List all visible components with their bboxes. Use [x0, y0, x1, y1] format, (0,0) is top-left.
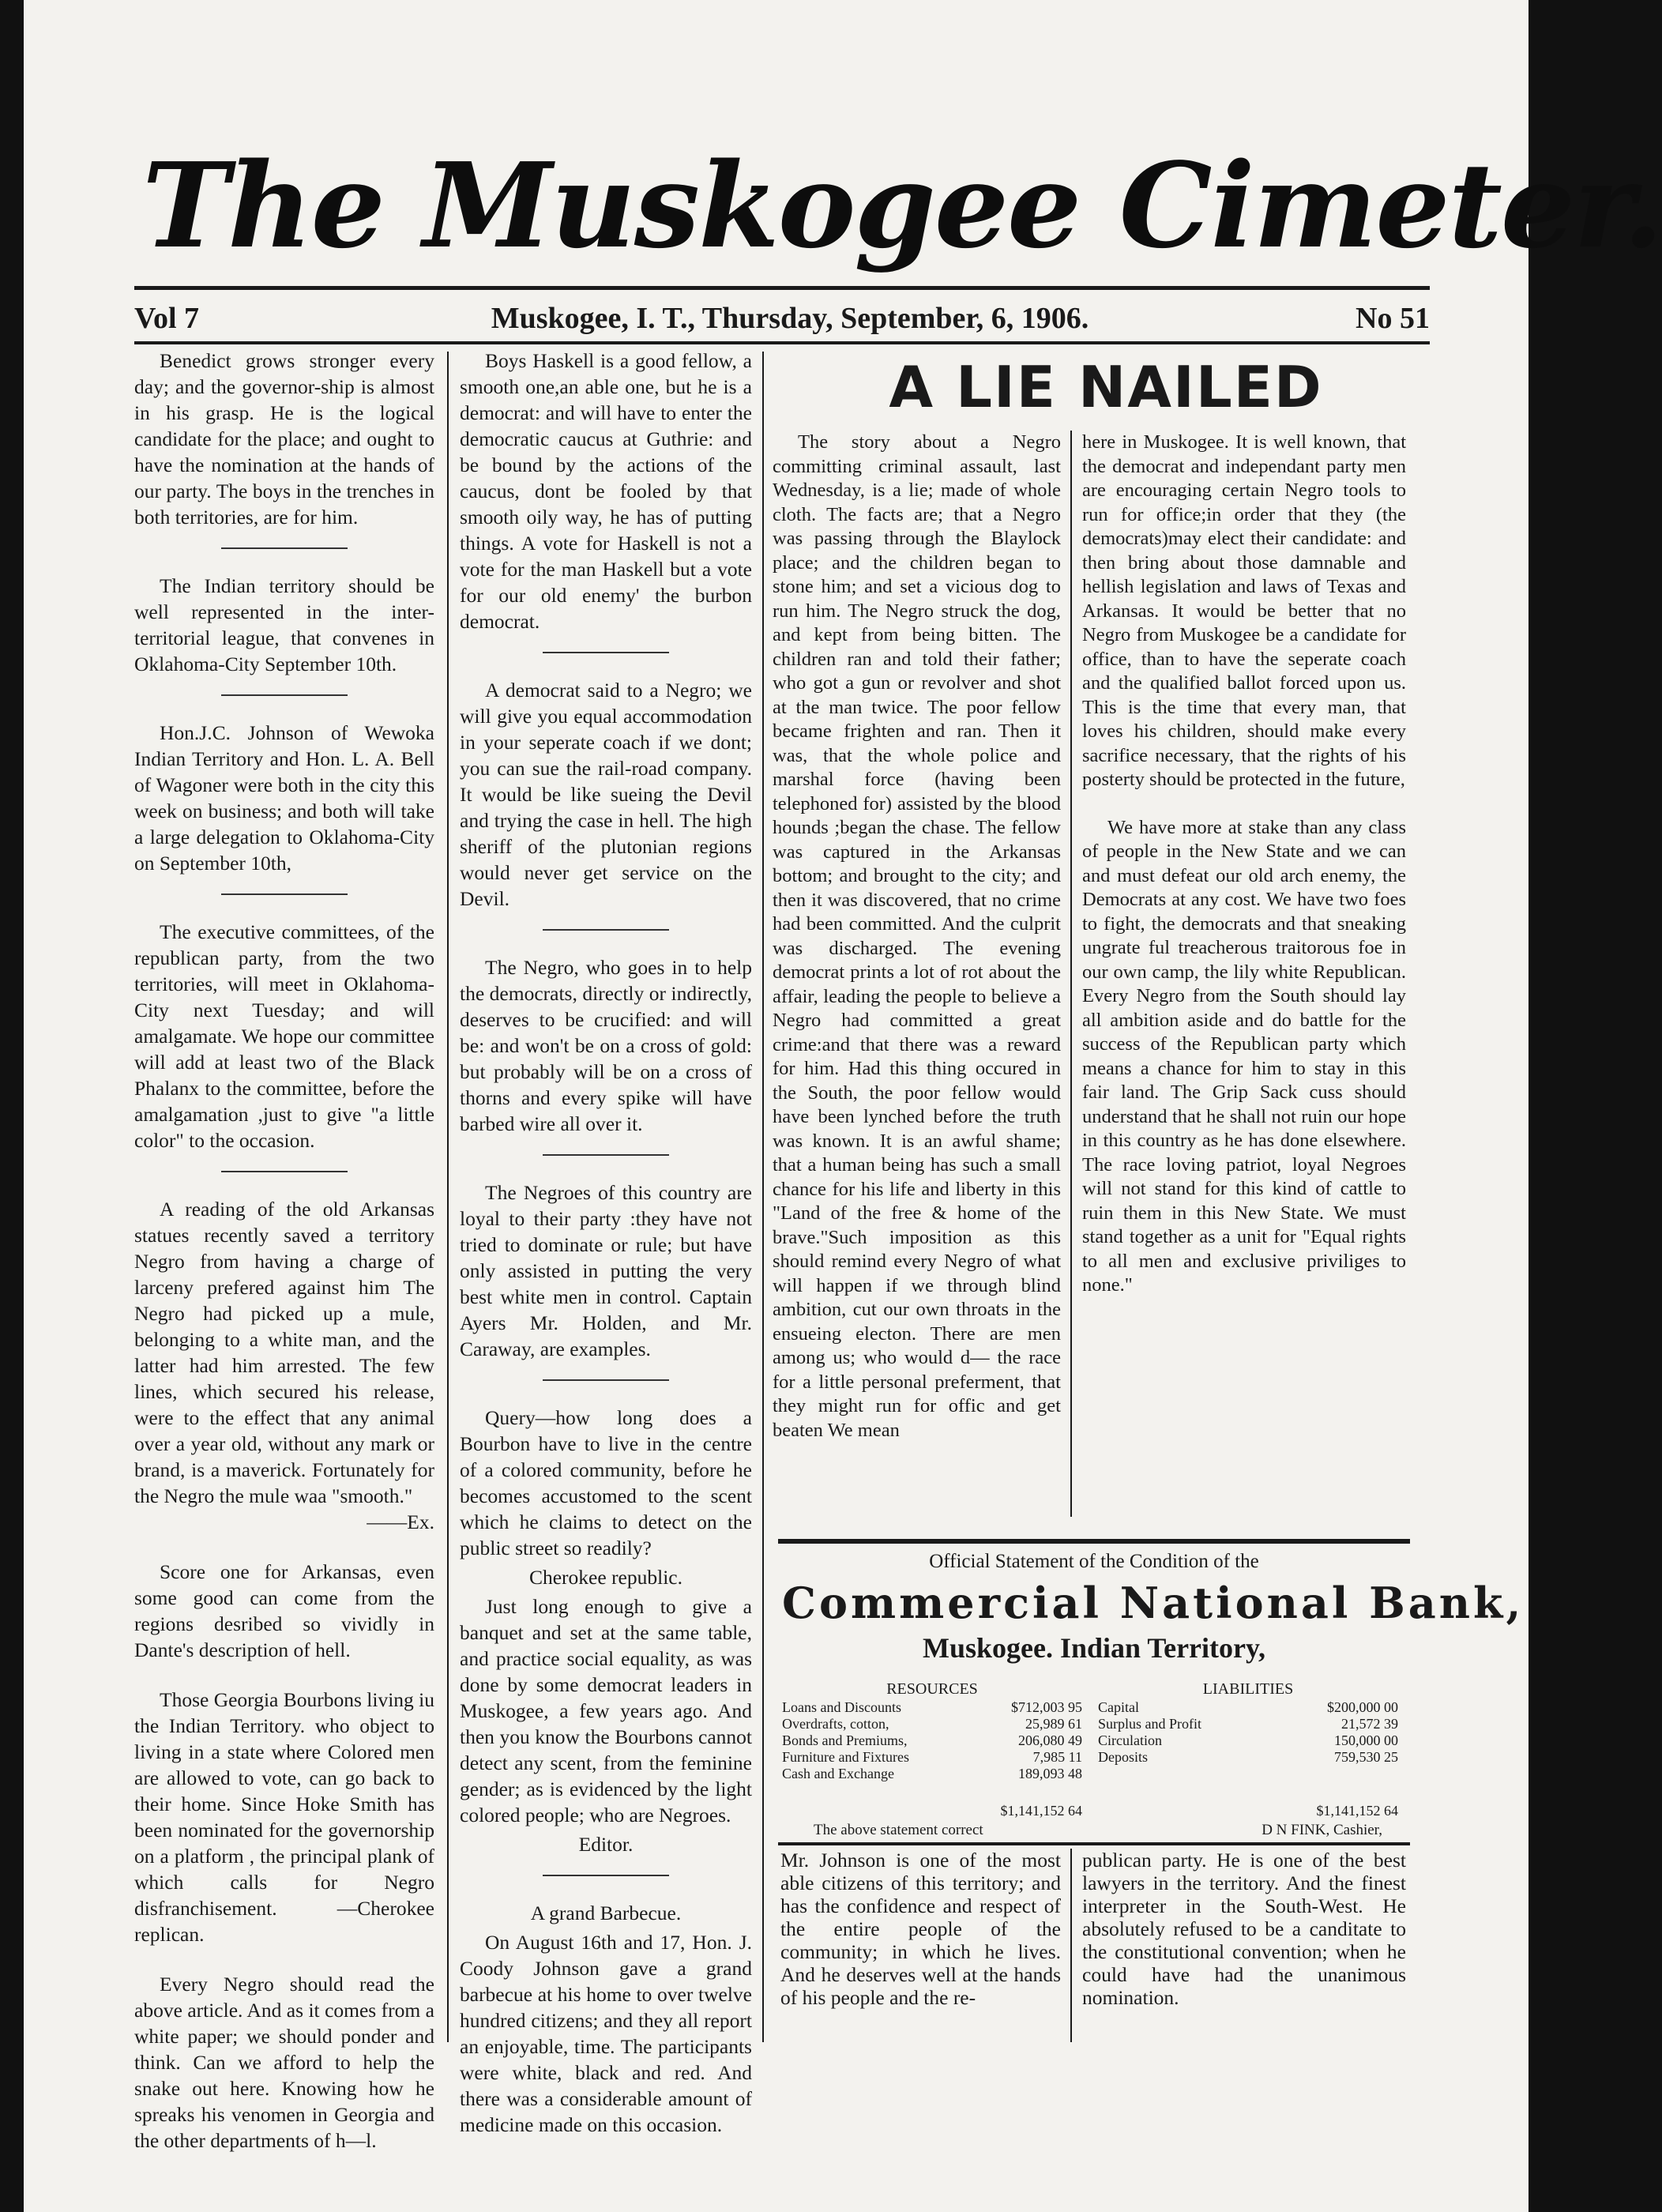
- column-2: [460, 348, 752, 2136]
- article-indian-territory: The Indian territory should be well represented in the inter-territorial league, that convenes in Oklahoma-City September 10th.: [134, 574, 434, 675]
- divider: [543, 929, 669, 931]
- article-text: here in Muskogee. It is well known, that the democrat and independant party men are encouraging certain Negro tools to run for office;in order that they (the democrats)may elect their candidate: and then bring about those damnable and hellish legislation and laws of Texas and Arkansas. It would be better that no Negro from Muskogee be a candidate for office, than to have the seperate coach and the qualified ballot forced upon us. This is the time that every man, that loves his children, should make every sacrifice necessary, that the rights of his posterty should be protected in the future,: [1082, 431, 1406, 790]
- bank-name: Commercial National Bank,: [782, 1578, 1525, 1628]
- article-signature: ——Ex.: [367, 1510, 434, 1533]
- johnson-article-right: publican party. He is one of the best lawyers in the territory. And the finest interpreter in the South-West. He absolutely refused to be a canditate to the constitutional convention; when he could have had the unanimous nomination.: [1082, 1849, 1406, 2009]
- ledger-row: Cash and Exchange 189,093 48: [782, 1766, 1082, 1781]
- article-every-negro: Every Negro should read the above article. And as it comes from a white paper; we should ponder and think. Can we afford to help the snake out here. Knowing how he spreaks his venomen in Georgia and the other departments of h—l.: [134, 1973, 434, 2152]
- article-benedict: Benedict grows stronger every day; and the governor-ship is almost in his grasp. He is the logical candidate for the place; and ought to have the nomination at the hands of our party. The boys in the trenches in both territories, are for him.: [134, 349, 434, 529]
- article-georgia-bourbons: Those Georgia Bourbons living iu the Indian Territory. who object to living in a state where Colored men are allowed to vote, can go back to their home. Since Hoke Smith has been nominated for the governorship on a platform , the principal plank of which calls for Negro disfranchisement. —Cherokee replican.: [134, 1688, 434, 1946]
- article-text: We have more at stake than any class of people in the New State and we can and must defeat our old arch enemy, the Democrats at any cost. We have two foes to fight, the democrats and that sneaking ungrate ful treacherous traitorous foe in our own camp, the lily white Republican. Every Negro from the South should lay all ambition aside and do battle for the success of the Republican party which means a chance for him to stay in this fair land. The Grip Sack cuss should understand that he shall not ruin our hope in this country as he has done elsewhere. The race loving patriot, loyal Negroes will not stand for this kind of cattle to ruin them in this New State. We must stand together as a unit for "Equal rights to all men and exclusive priviliges to none.": [1082, 816, 1406, 1296]
- bank-cashier: D N FINK, Cashier,: [1262, 1822, 1382, 1838]
- divider: [221, 1171, 348, 1172]
- article-johnson-bell: Hon.J.C. Johnson of Wewoka Indian Territory and Hon. L. A. Bell of Wagoner were both in the city this week on business; and both will take a large delegation to Oklahoma-City on September 10th,: [134, 721, 434, 875]
- bank-rule-top: [778, 1539, 1410, 1544]
- divider: [221, 694, 348, 696]
- article-signature: Editor.: [578, 1833, 634, 1856]
- ledger-row: Circulation 150,000 00: [1098, 1732, 1398, 1748]
- issue-number: No 51: [1356, 302, 1430, 335]
- column-rule: [762, 352, 764, 2042]
- ledger-row: Surplus and Profit 21,572 39: [1098, 1716, 1398, 1732]
- newspaper-page: [24, 0, 1662, 2212]
- article-barbecue: On August 16th and 17, Hon. J. Coody Johnson gave a grand barbecue at his home to over twelve hundred citizens; and they all report an enjoyable, time. The participants were white, black and red. And there was a considerable amount of medicine made on this occasion.: [460, 1931, 752, 2136]
- article-just-long-enough: Just long enough to give a banquet and set at the same table, and practice social equality, as was done by some democrat leaders in Muskogee, a few years ago. And then you know the Bourbons cannot detect any scent, from the feminine gender; as is evidenced by the light colored people; who are Negroes.: [460, 1595, 752, 1826]
- volume-label: Vol 7: [134, 302, 200, 335]
- bank-intro: Official Statement of the Condition of the: [929, 1551, 1259, 1572]
- article-signature: Cherokee republic.: [528, 1566, 682, 1589]
- resources-total: $1,141,152 64: [1000, 1803, 1082, 1819]
- bank-location: Muskogee. Indian Territory,: [922, 1632, 1266, 1664]
- article-haskell: Boys Haskell is a good fellow, a smooth one,an able one, but he is a democrat: and will have to enter the democratic caucus at Guthrie: and be bound by the actions of the caucus, dont be fooled by that smooth oily way, he has of putting things. A vote for Haskell is not a vote for the man Haskell but a vote for our old enemy' the burbon democrat.: [460, 349, 752, 633]
- ledger-row: Bonds and Premiums, 206,080 49: [782, 1732, 1082, 1748]
- article-executive-committees: The executive committees, of the republican party, from the two territories, will meet in Oklahoma-City next Tuesday; and will amalgamate. We hope our committee will add at least two of the Black Phalanx to the committee, before the amalgamation ,just to give "a little color" to the occasion.: [134, 920, 434, 1152]
- masthead-rule-bottom: [134, 341, 1430, 344]
- divider: [543, 652, 669, 653]
- headline-lie-nailed: A LIE NAILED: [889, 354, 1323, 420]
- ledger-row: Deposits 759,530 25: [1098, 1749, 1398, 1765]
- article-democrat-said: A democrat said to a Negro; we will give you equal accommodation in your seperate coach if we dont; you can sue the rail-road company. It would be like sueing the Devil and trying the case in hell. The high sheriff of the plutonian regions would never get service on the Devil.: [460, 679, 752, 910]
- resources-heading: RESOURCES: [886, 1680, 978, 1698]
- column-rule: [447, 352, 449, 2042]
- bank-footer: [814, 1822, 1382, 1839]
- article-negroes-loyal: The Negroes of this country are loyal to their party :they have not tried to dominate or rule; but have only assisted in putting the very best white men in control. Captain Ayers Mr. Holden, and Mr. Caraway, are examples.: [460, 1181, 752, 1360]
- divider: [543, 1379, 669, 1381]
- article-arkansas-statues: A reading of the old Arkansas statues recently saved a territory Negro from having a charge of larceny prefered against him The Negro had picked up a mule, belonging to a white man, and the latter had him arrested. The few lines, which secured his release, were to the effect that any animal over a year old, without any mark or brand, is a maverick. Fortunately for the Negro the mule waa "smooth.": [134, 1198, 434, 1507]
- liabilities-ledger: [1098, 1681, 1398, 1819]
- article-the-negro: The Negro, who goes in to help the democrats, directly or indirectly, deserves to be crucified: and will be: and won't be on a cross of gold: but probably will be on a cross of thorns and every spike will have barbed wire all over it.: [460, 956, 752, 1135]
- column-1: [134, 348, 434, 2152]
- ledger-row: Capital $200,000 00: [1098, 1699, 1398, 1715]
- ledger-row: Overdrafts, cotton, 25,989 61: [782, 1716, 1082, 1732]
- divider: [543, 1154, 669, 1156]
- bank-attestation: The above statement correct: [814, 1822, 983, 1838]
- bank-statement: [782, 1548, 1525, 1841]
- ledger-row: Loans and Discounts $712,003 95: [782, 1699, 1082, 1715]
- liabilities-heading: LIABILITIES: [1202, 1680, 1294, 1698]
- resources-ledger: [782, 1681, 1082, 1819]
- lie-nailed-column-b: [1082, 431, 1406, 1521]
- bank-rule-bottom: [778, 1842, 1410, 1845]
- johnson-article-left: Mr. Johnson is one of the most able citizens of this territory; and has the confidence and respect of the entire people of the community; in which he lives. And he deserves well at the hands of his people and the re-: [780, 1849, 1061, 2009]
- divider: [543, 1875, 669, 1876]
- article-text: The story about a Negro committing criminal assault, last Wednesday, is a lie; made of whole cloth. The facts are; that a Negro was passing through the Blaylock place; and the children began to stone him; and set a vicious dog to run him. The Negro struck the dog, and kept from being bitten. The children ran and told their father; who got a gun or revolver and shot at the man twice. The poor fellow became frighten and ran. Then it was, that the whole police and marshal force (having been telephoned for) assisted by the blood hounds ;began the chase. The fellow was captured in the Arkansas bottom; and brought to the city; and then it was discovered, that no crime had been committed. And the culprit was discharged. The evening democrat prints a lot of rot about the affair, leading the people to believe a Negro had committed a great crime:and that there was a reward for him. Had this thing occured in the South, the poor fellow would have been lynched before the truth was known. It is an awful shame; that a human being has such a small chance for his life and liberty in this "Land of the free & home of the brave."Such imposition as this should remind every Negro of what will happen if we through blind ambition, cut our own throats in the ensueing electon. There are men among us; who would d— the race for a little personal preferment, that they might run for offic and get beaten We mean: [773, 431, 1061, 1441]
- divider: [221, 893, 348, 895]
- column-rule: [1070, 1849, 1072, 2042]
- masthead-title: The Muskogee Cimeter.: [142, 137, 1662, 274]
- masthead-rule-top: [134, 286, 1430, 290]
- dateline-place-date: Muskogee, I. T., Thursday, September, 6, 1906.: [491, 302, 1089, 335]
- article-query: Query—how long does a Bourbon have to live in the centre of a colored community, before he becomes accustomed to the scent which he claims to detect on the public street so readily?: [460, 1406, 752, 1559]
- ledger-row: Furniture and Fixtures 7,985 11: [782, 1749, 1082, 1765]
- article-title-barbecue: A grand Barbecue.: [530, 1902, 682, 1924]
- column-rule: [1070, 431, 1072, 1517]
- divider: [221, 547, 348, 549]
- liabilities-total: $1,141,152 64: [1316, 1803, 1398, 1819]
- lie-nailed-column-a: [773, 431, 1061, 1521]
- article-score-one: Score one for Arkansas, even some good can come from the regions desribed so vividly in Dante's description of hell.: [134, 1560, 434, 1661]
